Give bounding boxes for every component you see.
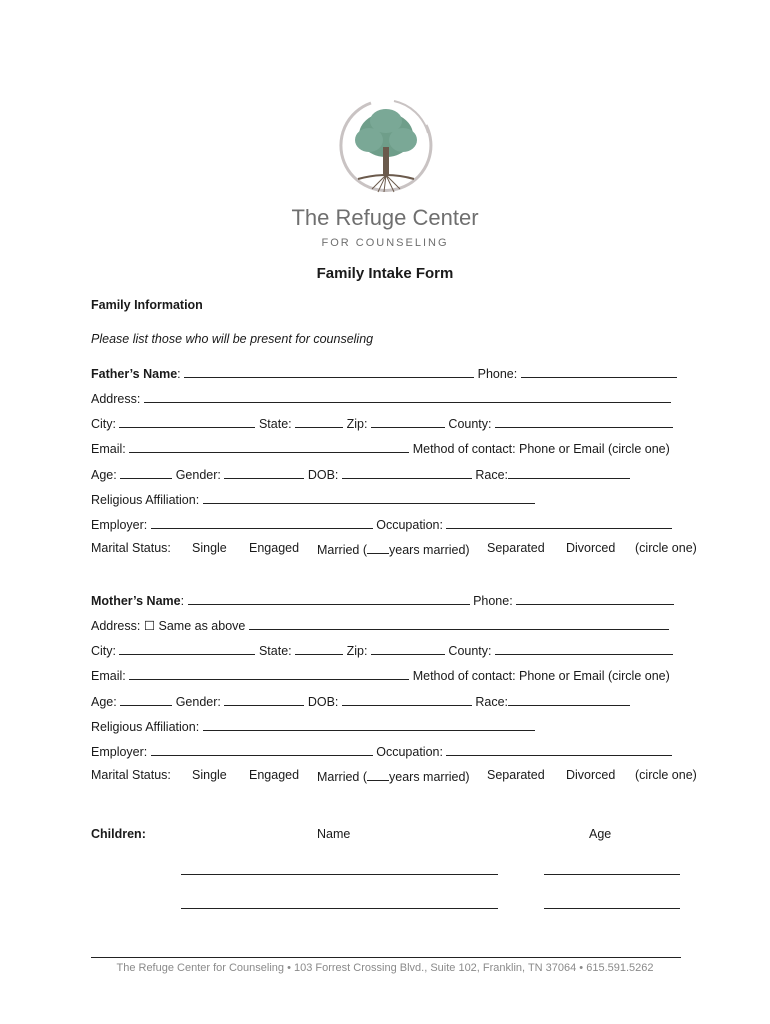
father-phone-label: Phone: bbox=[477, 367, 518, 381]
instruction-text: Please list those who will be present for counseling bbox=[91, 332, 374, 346]
father-county-label: County: bbox=[448, 417, 492, 431]
mother-state-label: State: bbox=[258, 644, 292, 658]
mother-years-suffix: years married) bbox=[389, 770, 470, 784]
mother-address-row bbox=[91, 617, 669, 633]
father-address-field[interactable] bbox=[144, 390, 671, 403]
mother-age-label: Age: bbox=[91, 695, 117, 709]
child-2-name-field[interactable] bbox=[181, 908, 498, 909]
footer-divider bbox=[91, 957, 681, 958]
mother-occupation-label: Occupation: bbox=[376, 745, 443, 759]
mother-marital-label: Marital Status: bbox=[91, 768, 171, 782]
child-1-age-field[interactable] bbox=[544, 874, 680, 875]
mother-years-field[interactable] bbox=[367, 768, 389, 781]
children-age-header: Age bbox=[589, 827, 612, 841]
mother-city-row bbox=[91, 642, 673, 658]
father-email-row bbox=[91, 440, 670, 456]
father-dob-label: DOB: bbox=[307, 468, 339, 482]
mother-employer-field[interactable] bbox=[151, 743, 373, 756]
mother-phone-label: Phone: bbox=[473, 594, 513, 608]
mother-religion-field[interactable] bbox=[203, 718, 535, 731]
father-employer-row bbox=[91, 516, 672, 532]
father-city-label: City: bbox=[91, 417, 116, 431]
child-1-name-field[interactable] bbox=[181, 874, 498, 875]
father-age-row bbox=[91, 466, 630, 482]
father-age-field[interactable] bbox=[120, 466, 172, 479]
father-religion-label: Religious Affiliation: bbox=[91, 493, 200, 507]
mother-race-field[interactable] bbox=[508, 693, 630, 706]
father-option-single[interactable]: Single bbox=[192, 541, 227, 555]
mother-city-label: City: bbox=[91, 644, 116, 658]
mother-occupation-field[interactable] bbox=[446, 743, 672, 756]
mother-city-field[interactable] bbox=[119, 642, 255, 655]
father-city-row bbox=[91, 415, 673, 431]
footer-text: The Refuge Center for Counseling • 103 Forrest Crossing Blvd., Suite 102, Franklin, TN 37064 • 615.591.5262 bbox=[116, 962, 654, 974]
father-name-field[interactable] bbox=[184, 365, 474, 378]
father-phone-field[interactable] bbox=[521, 365, 677, 378]
mother-county-label: County: bbox=[448, 644, 492, 658]
mother-race-label: Race: bbox=[475, 695, 509, 709]
page-title: Family Intake Form bbox=[316, 265, 454, 282]
tree-logo-icon bbox=[336, 95, 436, 195]
mother-option-single[interactable]: Single bbox=[192, 768, 227, 782]
father-county-field[interactable] bbox=[495, 415, 673, 428]
father-email-label: Email: bbox=[91, 442, 126, 456]
mother-dob-field[interactable] bbox=[342, 693, 472, 706]
mother-age-row bbox=[91, 693, 630, 709]
child-2-age-field[interactable] bbox=[544, 908, 680, 909]
father-race-label: Race: bbox=[475, 468, 509, 482]
father-marital-label: Marital Status: bbox=[91, 541, 171, 555]
father-religion-row bbox=[91, 491, 535, 507]
mother-zip-label: Zip: bbox=[346, 644, 368, 658]
mother-gender-label: Gender: bbox=[175, 695, 221, 709]
father-state-label: State: bbox=[258, 417, 292, 431]
mother-dob-label: DOB: bbox=[307, 695, 339, 709]
mother-county-field[interactable] bbox=[495, 642, 673, 655]
mother-email-field[interactable] bbox=[129, 667, 409, 680]
father-religion-field[interactable] bbox=[203, 491, 535, 504]
father-years-suffix: years married) bbox=[389, 543, 470, 557]
mother-employer-label: Employer: bbox=[91, 745, 148, 759]
mother-circle-one: (circle one) bbox=[635, 768, 697, 782]
father-zip-label: Zip: bbox=[346, 417, 368, 431]
mother-state-field[interactable] bbox=[295, 642, 343, 655]
father-email-field[interactable] bbox=[129, 440, 409, 453]
mother-age-field[interactable] bbox=[120, 693, 172, 706]
father-option-married[interactable] bbox=[317, 541, 470, 557]
father-race-field[interactable] bbox=[508, 466, 630, 479]
mother-religion-label: Religious Affiliation: bbox=[91, 720, 200, 734]
father-employer-label: Employer: bbox=[91, 518, 148, 532]
children-name-header: Name bbox=[317, 827, 351, 841]
mother-option-divorced[interactable]: Divorced bbox=[566, 768, 616, 782]
father-gender-field[interactable] bbox=[224, 466, 304, 479]
mother-married-label: Married ( bbox=[317, 770, 368, 784]
father-city-field[interactable] bbox=[119, 415, 255, 428]
father-option-divorced[interactable]: Divorced bbox=[566, 541, 616, 555]
mother-religion-row bbox=[91, 718, 535, 734]
mother-employer-row bbox=[91, 743, 672, 759]
mother-option-engaged[interactable]: Engaged bbox=[249, 768, 300, 782]
mother-option-separated[interactable]: Separated bbox=[487, 768, 545, 782]
mother-address-label: Address: bbox=[91, 619, 141, 633]
father-employer-field[interactable] bbox=[151, 516, 373, 529]
mother-zip-field[interactable] bbox=[371, 642, 445, 655]
father-name-label: Father’s Name bbox=[91, 367, 178, 381]
father-name-row: Father’s Name: Phone: bbox=[91, 365, 677, 381]
mother-name-label: Mother’s Name bbox=[91, 594, 181, 608]
mother-name-field[interactable] bbox=[188, 592, 470, 605]
org-name: The Refuge Center bbox=[291, 205, 479, 230]
father-option-engaged[interactable]: Engaged bbox=[249, 541, 300, 555]
father-gender-label: Gender: bbox=[175, 468, 221, 482]
father-address-row bbox=[91, 390, 671, 406]
children-label: Children: bbox=[91, 827, 146, 841]
father-circle-one: (circle one) bbox=[635, 541, 697, 555]
father-years-field[interactable] bbox=[367, 541, 389, 554]
father-occupation-field[interactable] bbox=[446, 516, 672, 529]
father-married-label: Married ( bbox=[317, 543, 368, 557]
mother-address-field[interactable] bbox=[249, 617, 669, 630]
father-dob-field[interactable] bbox=[342, 466, 472, 479]
mother-email-row bbox=[91, 667, 670, 683]
mother-gender-field[interactable] bbox=[224, 693, 304, 706]
mother-name-row: Mother’s Name: Phone: bbox=[91, 592, 674, 608]
mother-email-label: Email: bbox=[91, 669, 126, 683]
father-option-separated[interactable]: Separated bbox=[487, 541, 545, 555]
org-subtitle: FOR COUNSELING bbox=[321, 237, 449, 249]
mother-contact-text: Method of contact: Phone or Email (circle one) bbox=[412, 669, 670, 683]
father-zip-field[interactable] bbox=[371, 415, 445, 428]
mother-option-married[interactable] bbox=[317, 768, 470, 784]
same-as-above-checkbox[interactable]: ☐ Same as above bbox=[143, 619, 246, 633]
father-age-label: Age: bbox=[91, 468, 117, 482]
father-occupation-label: Occupation: bbox=[376, 518, 443, 532]
mother-phone-field[interactable] bbox=[516, 592, 674, 605]
father-contact-text: Method of contact: Phone or Email (circle one) bbox=[412, 442, 670, 456]
section-label: Family Information bbox=[91, 298, 203, 312]
father-state-field[interactable] bbox=[295, 415, 343, 428]
father-address-label: Address: bbox=[91, 392, 141, 406]
